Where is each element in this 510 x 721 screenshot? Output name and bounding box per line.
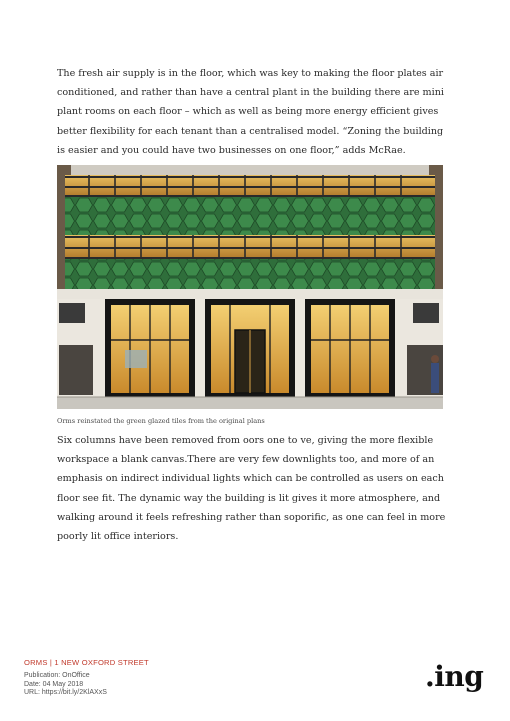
footer-url[interactable]: URL: https://bit.ly/2KlAXxS — [24, 689, 107, 697]
photo-caption: Orms reinstated the green glazed tiles from the original plans — [57, 417, 265, 425]
building-photo — [57, 165, 443, 409]
article-paragraph: Six columns have been removed from oors one to ve, giving the more flexible workspace a blank canvas.There are very few downlights too, and more of an emphasis on indirect individual lights which can be controlled as users on each floor see fit. The dynamic way the building is lit gives it more atmosphere, and walking around it feels refreshing rather than soporific, as one can feel in more poorly lit office interiors. — [57, 435, 446, 543]
footer-date: Date: 04 May 2018 — [24, 680, 84, 688]
footer-publication: Publication: OnOffice — [24, 672, 90, 679]
article-paragraph: The fresh air supply is in the floor, which was key to making the floor plates air conditioned, and rather than have a central plant in the building there are mini plant rooms on each floor – which as well as being more energy efficient gives better flexibility for each tenant than a centralised model. “Zoning the building is easier and you could have two businesses on one floor,” adds McRae. — [57, 68, 444, 156]
ing-logo: .ing — [425, 660, 484, 693]
footer-meta — [24, 672, 107, 698]
footer-project-title: ORMS | 1 NEW OXFORD STREET — [24, 658, 149, 667]
